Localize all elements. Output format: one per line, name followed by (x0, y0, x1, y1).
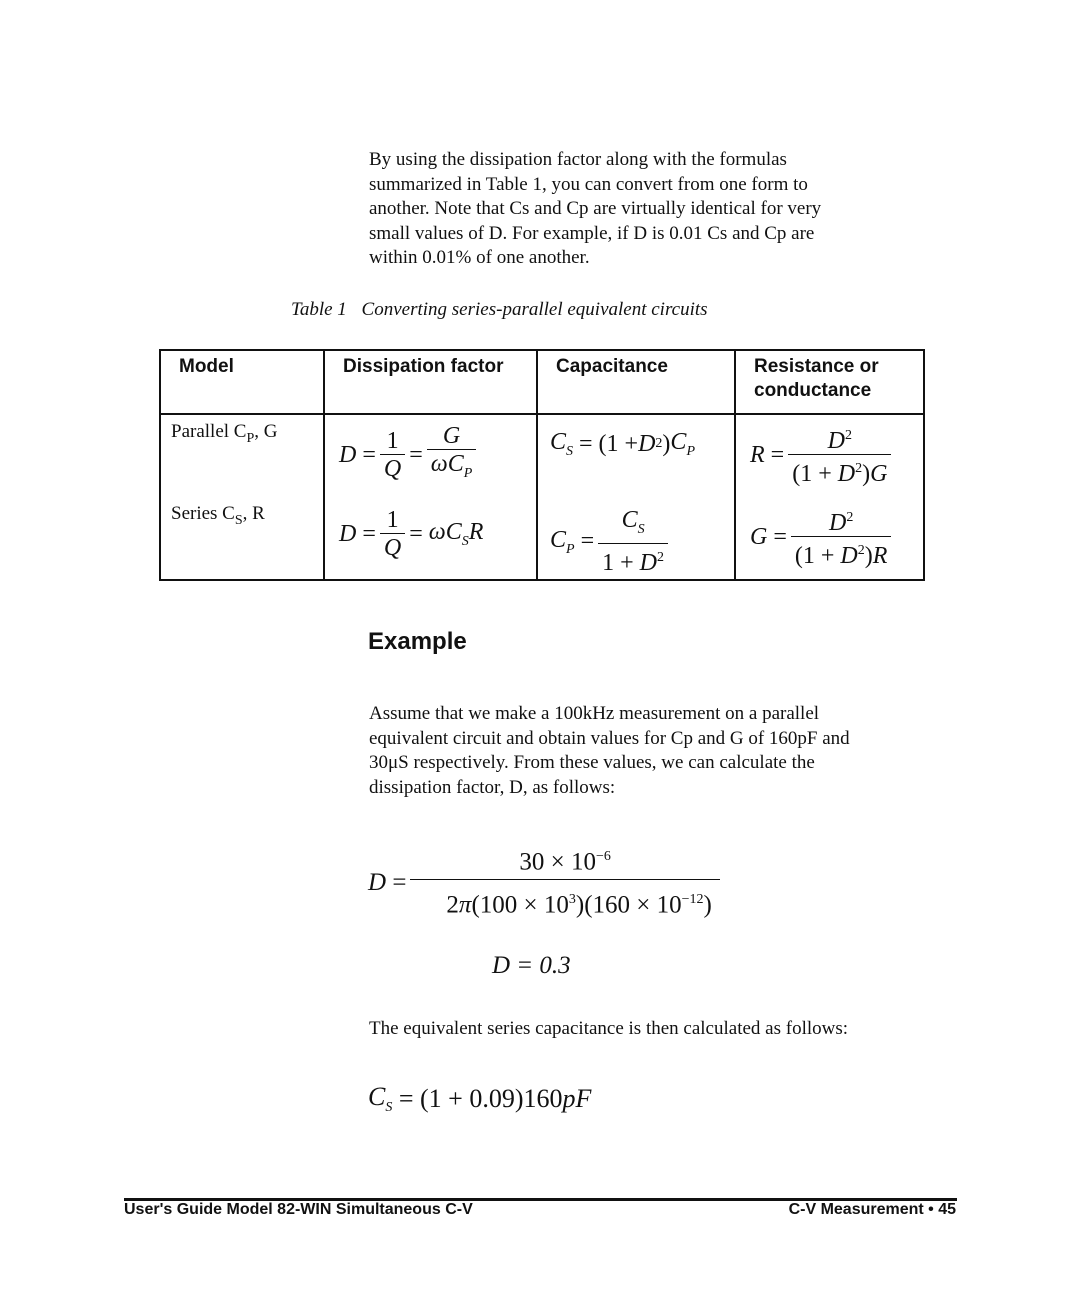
series-paragraph (369, 1017, 929, 1042)
footer-left: User's Guide Model 82-WIN Simultaneous C-V (124, 1201, 473, 1218)
intro-line: By using the dissipation factor along with the formulas (369, 149, 787, 170)
intro-line: small values of D. For example, if D is 0.01 Cs and Cp are (369, 222, 815, 244)
example-heading: Example (368, 628, 467, 655)
model-cell (160, 414, 324, 580)
model-series: Series $C_S$, R (171, 503, 265, 528)
formula-g: G = $\frac{D^2}{(1 + D^2)R}$ (750, 505, 895, 570)
capacitance-cell (537, 414, 735, 580)
example-line: 30μS respectively. From these values, we can calculate the (369, 752, 815, 773)
intro-line: within 0.01% of one another. (369, 247, 590, 268)
header-capacitance: Capacitance (537, 350, 735, 414)
header-resistance: Resistance or conductance (735, 350, 924, 414)
dissipation-cell (324, 414, 537, 580)
footer-right: C-V Measurement • 45 (788, 1201, 956, 1218)
formula-cs: $C_S$ = (1 + D 2 ) $C_P$ (550, 429, 695, 459)
header-dissipation: Dissipation factor (324, 350, 537, 414)
table-title: Converting series-parallel equivalent circuits (361, 299, 708, 320)
table-number: Table 1 (291, 299, 347, 320)
formula-r: R = $\frac{D^2}{(1 + D^2)G}$ (750, 423, 895, 488)
table-header-row (160, 350, 924, 414)
conversion-table (159, 349, 925, 581)
header-model: Model (160, 350, 324, 414)
formula-cp: $C_P$ = $\frac{C_S}{1 + D^2}$ (550, 507, 672, 577)
formula-d-parallel: D = $\frac{1}{Q}$ = $\frac{G}{\omega C_P}$ (339, 423, 480, 488)
example-line: equivalent circuit and obtain values for Cp and G of 160pF and (369, 727, 850, 749)
example-paragraph (369, 702, 889, 800)
equation-cs-calculation: $C_S$ = (1 + 0.09)160 pF (368, 1082, 592, 1116)
series-line: The equivalent series capacitance is then calculated as follows: (369, 1018, 849, 1039)
example-line: dissipation factor, D, as follows: (369, 776, 616, 798)
table-caption (291, 299, 708, 321)
intro-line: summarized in Table 1, you can convert from one form to (369, 173, 808, 195)
equation-d-result: D = 0.3 (492, 952, 571, 979)
table-row (160, 414, 924, 580)
resistance-cell (735, 414, 924, 580)
intro-line: another. Note that Cs and Cp are virtually identical for very (369, 198, 822, 219)
formula-d-series: D = $\frac{1}{Q}$ = $\omega C_SR$ (339, 507, 484, 561)
example-line: Assume that we make a 100kHz measurement on a parallel (369, 703, 820, 724)
model-parallel: Parallel $C_P$, G (171, 421, 278, 446)
intro-paragraph (369, 148, 889, 271)
equation-d-calculation: D = $\frac{30 \times 10^{-6}}{2\pi(100 \times 10^3)(160 \times 10^{-12})}$ (368, 840, 724, 926)
